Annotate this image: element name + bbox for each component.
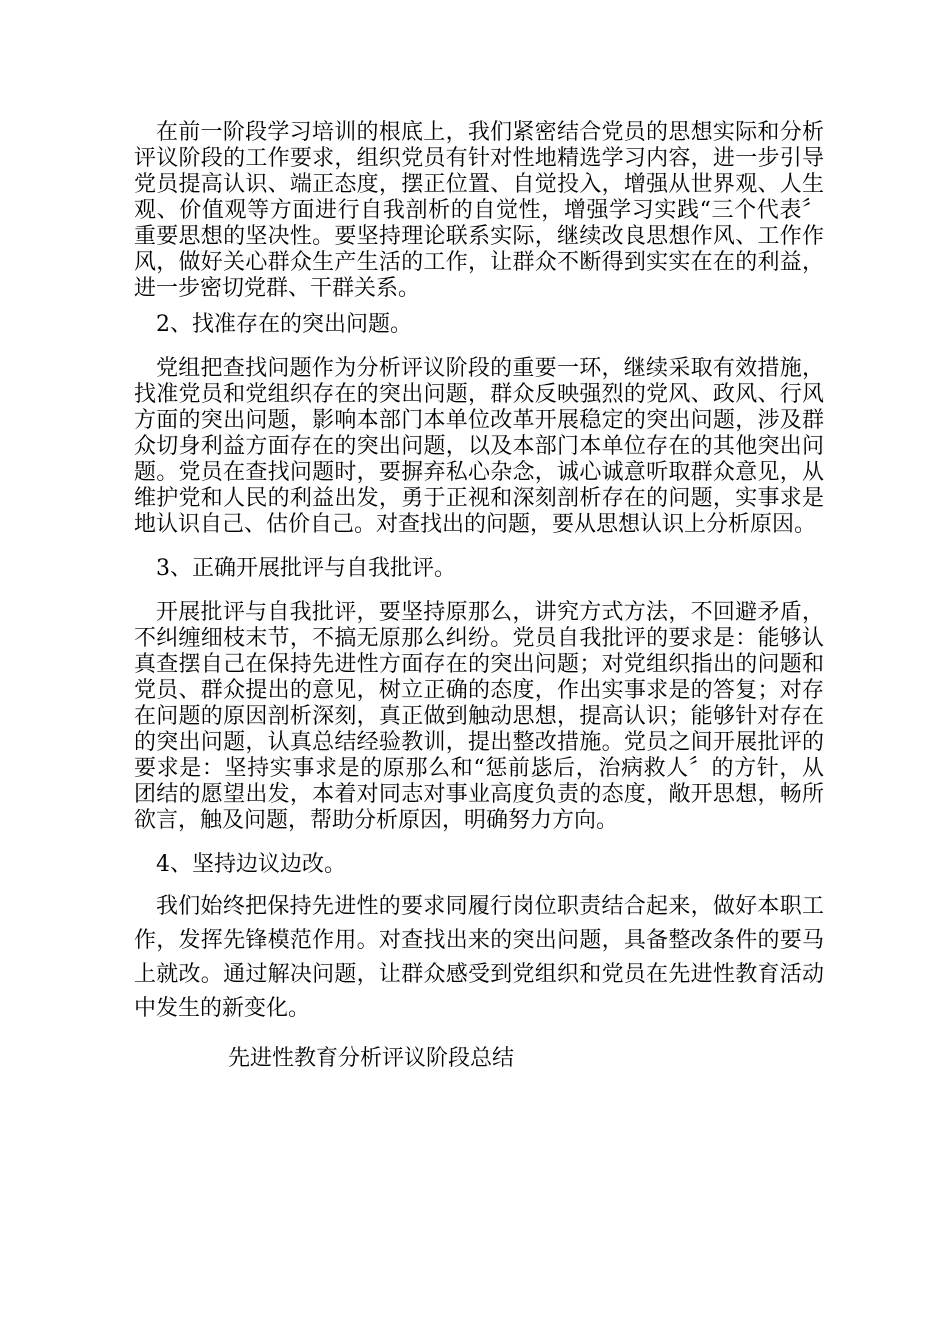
paragraph-reform: 我们始终把保持先进性的要求同履行岗位职责结合起来，做好本职工作，发挥先锋模范作用。对查找出来的突出问题，具备整改条件的要马上就改。通过解决问题，让群众感受到党组织和党员在先进性教育活动中发生的新变化。 — [134, 894, 824, 1021]
section-heading-reform: 4、坚持边议边改。 — [156, 852, 346, 877]
closing-title: 先进性教育分析评议阶段总结 — [228, 1046, 515, 1071]
document-body — [134, 120, 824, 1044]
paragraph-study: 在前一阶段学习培训的根底上，我们紧密结合党员的思想实际和分析评议阶段的工作要求，组织党员有针对性地精选学习内容，进一步引导党员提高认识、端正态度，摆正位置、自觉投入，增强从世界观、人生观、价值观等方面进行自我剖析的自觉性，增强学习实践“三个代表〞重要思想的坚决性。要坚持理论联系实际，继续改良思想作风、工作作风，做好关心群众生产生活的工作，让群众不断得到实实在在的利益，进一步密切党群、干群关系。 — [134, 120, 824, 301]
section-heading-criticism: 3、正确开展批评与自我批评。 — [156, 556, 456, 581]
section-heading-find-problems: 2、找准存在的突出问题。 — [156, 312, 412, 337]
paragraph-criticism: 开展批评与自我批评，要坚持原那么，讲究方式方法，不回避矛盾，不纠缠细枝末节，不搞无原那么纠纷。党员自我批评的要求是：能够认真查摆自己在保持先进性方面存在的突出问题；对党组织指出的问题和党员、群众提出的意见，树立正确的态度，作出实事求是的答复；对存在问题的原因剖析深刻，真正做到触动思想，提高认识；能够针对存在的突出问题，认真总结经验教训，提出整改措施。党员之间开展批评的要求是：坚持实事求是的原那么和“惩前毖后，治病救人〞的方针，从团结的愿望出发，本着对同志对事业高度负责的态度，敞开思想，畅所欲言，触及问题，帮助分析原因，明确努力方向。 — [134, 600, 824, 833]
paragraph-find-problems: 党组把查找问题作为分析评议阶段的重要一环，继续采取有效措施，找准党员和党组织存在的突出问题，群众反映强烈的党风、政风、行风方面的突出问题，影响本部门本单位改革开展稳定的突出问题，涉及群众切身利益方面存在的突出问题，以及本部门本单位存在的其他突出问题。党员在查找问题时，要摒弃私心杂念，诚心诚意听取群众意见，从维护党和人民的利益出发，勇于正视和深刻剖析存在的问题，实事求是地认识自己、估价自己。对查找出的问题，要从思想认识上分析原因。 — [134, 356, 824, 537]
